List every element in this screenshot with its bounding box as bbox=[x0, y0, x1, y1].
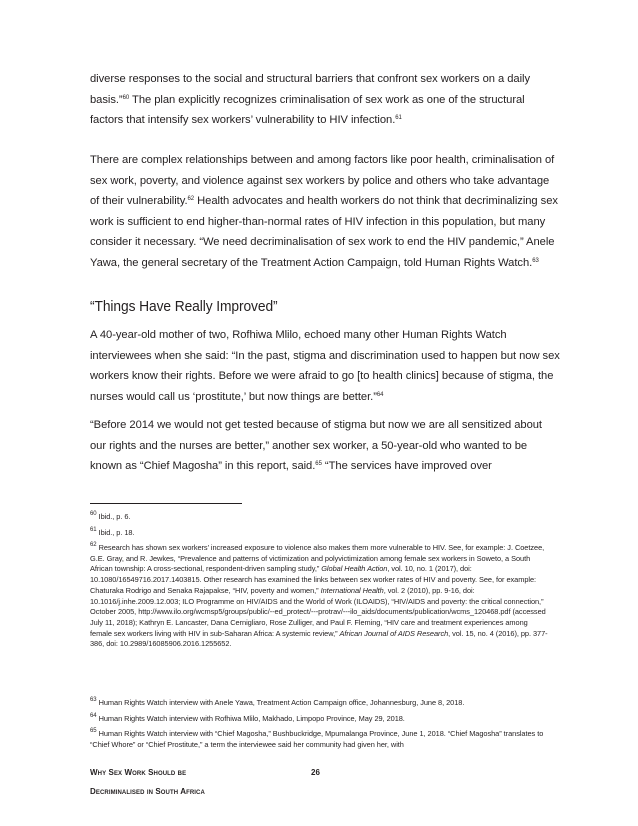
footnote-63 bbox=[90, 698, 550, 709]
footnote-number: 65 bbox=[90, 728, 97, 734]
footnote-ref: 64 bbox=[376, 391, 384, 398]
paragraph-text: “Before 2014 we would not get tested because of stigma but now we are all sensitized about our rights and the nurses are better,” another sex worker, a 50-year-old who wanted to be known as “Chief Magosha” in this report, said. bbox=[90, 419, 542, 472]
footnote-text: , vol. 10, no. 1 (2017), doi: 10.1080/16549716.2017.1403815. Other research has examined the links between sex worker rates of HIV and poverty. See, for example: Chaturaka Rodrigo and Senaka Rajapakse, “HIV, poverty and women,” bbox=[90, 564, 537, 595]
footnote-text: , vol. 2 (2010), pp. 9-16, doi: 10.1016/j.inhe.2009.12.003; ILO Programme on HIV/AIDS and the World of Work (ILOAIDS), “HIV/AIDS and poverty: the critical connection,” October 2005, http://www.ilo.org/wcmsp5/groups/public/--ed_protect/---protrav/---ilo_aids/documents/publication/wcms_120468.pdf (accessed July 11, 2018); Kathryn E. Lancaster, Dana Cernigliaro, Rose Zulliger, and Paul F. Fleming, “HIV care and treatment experiences among female sex workers living with HIV in sub-Saharan Africa: A systemic review,” bbox=[90, 585, 546, 638]
footnote-60 bbox=[90, 512, 550, 523]
footnote-ref: 61 bbox=[395, 115, 402, 121]
section-heading: “Things Have Really Improved” bbox=[90, 298, 278, 315]
paragraph-text: diverse responses to the social and structural barriers that confront sex workers on a daily basis.” bbox=[90, 73, 531, 106]
paragraph-text: Health advocates and health workers do not think that decriminalizing sex work is sufficient to end higher-than-normal rates of HIV infection in this population, but many consider it necessary. “We need decriminalisation of sex work to end the HIV pandemic,” Anele Yawa, the general secretary of the Treatment Action Campaign, told Human Rights Watch. bbox=[90, 195, 558, 269]
paragraph-text: “The services have improved over bbox=[321, 460, 492, 472]
body-paragraph-3 bbox=[90, 325, 560, 407]
running-footer-title-line2: Decriminalised in South Africa bbox=[90, 787, 205, 796]
paragraph-text: The plan explicitly recognizes criminalisation of sex work as one of the structural factors that intensify sex workers’ vulnerability to HIV infection. bbox=[90, 93, 525, 126]
body-paragraph-4 bbox=[90, 415, 560, 477]
footnote-text: Human Rights Watch interview with Anele Yawa, Treatment Action Campaign office, Johannesburg, June 8, 2018. bbox=[96, 698, 465, 707]
footnote-number: 64 bbox=[90, 713, 97, 719]
footnote-number: 63 bbox=[90, 697, 97, 703]
body-paragraph-1 bbox=[90, 69, 560, 131]
footnote-number: 61 bbox=[90, 527, 97, 533]
footnote-ref: 63 bbox=[532, 257, 539, 264]
paragraph-text: A 40-year-old mother of two, Rofhiwa Mlilo, echoed many other Human Rights Watch interviewees when she said: “In the past, stigma and discrimination used to happen but now sex workers know their rights. Before we were afraid to go [to health clinics] because of stigma, the nurses would call us ‘prostitute,’ but now things are better.” bbox=[90, 329, 560, 403]
footnote-ref: 65 bbox=[315, 461, 322, 467]
footnote-divider bbox=[90, 503, 242, 504]
footnote-65 bbox=[90, 729, 550, 750]
journal-title: Global Health Action bbox=[321, 564, 388, 574]
footnote-64 bbox=[90, 714, 550, 725]
footnote-62 bbox=[90, 543, 550, 650]
journal-title: African Journal of AIDS Research bbox=[339, 628, 449, 638]
footnote-ref: 60 bbox=[122, 94, 130, 101]
footnote-text: , vol. 15, no. 4 (2016), pp. 377-386, doi: 10.2989/16085906.2016.1255652. bbox=[90, 628, 548, 649]
page-number: 26 bbox=[311, 768, 321, 777]
body-paragraph-2 bbox=[90, 150, 560, 273]
footnote-text: Human Rights Watch interview with Rofhiwa Mlilo, Makhado, Limpopo Province, May 29, 2018. bbox=[96, 714, 405, 723]
paragraph-text: There are complex relationships between and among factors like poor health, criminalisation of sex work, poverty, and violence against sex workers by police and others who take advantage of their vulnerability. bbox=[90, 154, 555, 207]
footnote-number: 62 bbox=[90, 542, 97, 548]
footnote-text: Ibid., p. 18. bbox=[96, 528, 135, 537]
footnote-text: Ibid., p. 6. bbox=[96, 512, 131, 521]
footnote-ref: 62 bbox=[187, 196, 195, 202]
running-footer-title-line1: Why Sex Work Should be bbox=[90, 768, 187, 777]
journal-title: International Health bbox=[320, 585, 384, 595]
footnote-61 bbox=[90, 528, 550, 539]
footnote-number: 60 bbox=[90, 511, 97, 517]
footnote-text: Research has shown sex workers’ increased exposure to violence also makes them more vulnerable to HIV. See, for example: J. Coetzee, G.E. Gray, and R. Jewkes, “Prevalence and patterns of victimization and polyvictimization among female sex workers in Soweto, a South African township: A cross-sectional, respondent-driven sampling study,” bbox=[90, 543, 545, 574]
footnote-text: Human Rights Watch interview with “Chief Magosha,” Bushbuckridge, Mpumalanga Province, June 1, 2018. “Chief Magosha” translates to “Chief Whore” or “Chief Prostitute,” a term the interviewee said her community had given her, with bbox=[90, 729, 544, 749]
